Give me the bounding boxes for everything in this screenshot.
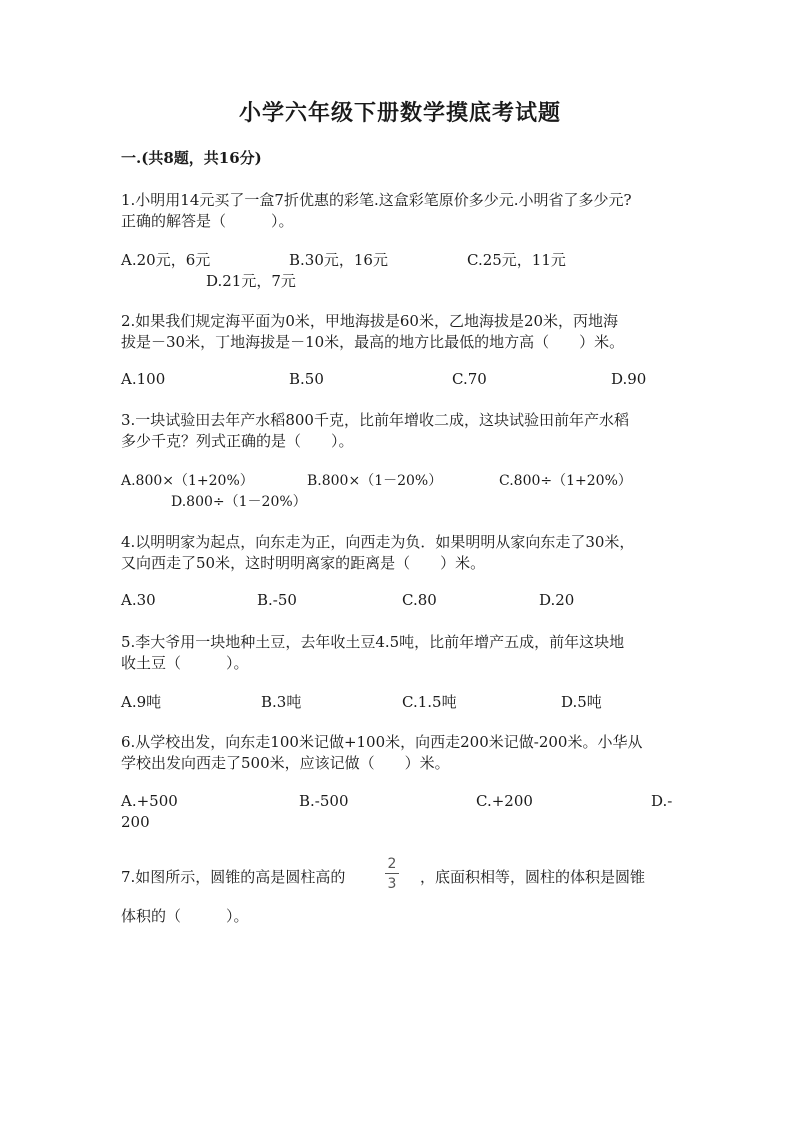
question-7-line-1-continued: ，底面积相等，圆柱的体积是圆锥 <box>420 868 646 886</box>
question-6-option-b[interactable]: B.-500 <box>299 792 349 810</box>
question-4-option-a[interactable]: A.30 <box>121 591 156 609</box>
question-3-option-d[interactable]: D.800÷（1－20%） <box>171 494 307 510</box>
question-2-line-1: 2.如果我们规定海平面为0米，甲地海拔是60米，乙地海拔是20米，丙地海 <box>121 312 619 330</box>
question-1-option-a[interactable]: A.20元，6元 <box>121 251 211 269</box>
question-3-option-b[interactable]: B.800×（1－20%） <box>307 473 443 489</box>
question-6-line-1: 6.从学校出发，向东走100米记做+100米，向西走200米记做-200米。小华从 <box>121 733 643 751</box>
fraction-two-thirds <box>380 856 404 892</box>
question-3-option-c[interactable]: C.800÷（1+20%） <box>499 473 632 489</box>
question-1-line-2: 正确的解答是（ ）。 <box>121 212 294 230</box>
question-3-option-a[interactable]: A.800×（1+20%） <box>121 473 254 489</box>
question-2-option-d[interactable]: D.90 <box>611 370 647 388</box>
question-6-option-d-continued: 200 <box>121 813 150 831</box>
question-1-option-b[interactable]: B.30元，16元 <box>289 251 388 269</box>
question-5-option-a[interactable]: A.9吨 <box>121 693 162 711</box>
question-1-line-1: 1.小明用14元买了一盒7折优惠的彩笔.这盒彩笔原价多少元.小明省了多少元? <box>121 191 632 209</box>
question-2-line-2: 拔是－30米，丁地海拔是－10米，最高的地方比最低的地方高（ ）米。 <box>121 333 625 351</box>
question-3-line-1: 3.一块试验田去年产水稻800千克，比前年增收二成，这块试验田前年产水稻 <box>121 411 629 429</box>
question-4-line-1: 4.以明明家为起点，向东走为正，向西走为负．如果明明从家向东走了30米， <box>121 533 635 551</box>
question-6-option-d[interactable]: D.- <box>651 792 673 810</box>
page-title: 小学六年级下册数学摸底考试题 <box>238 100 561 126</box>
question-6-option-c[interactable]: C.+200 <box>476 792 533 810</box>
question-2-option-a[interactable]: A.100 <box>121 370 166 388</box>
question-5-option-d[interactable]: D.5吨 <box>561 693 602 711</box>
question-2-option-b[interactable]: B.50 <box>289 370 324 388</box>
question-7-line-1: 7.如图所示，圆锥的高是圆柱高的 <box>121 868 346 886</box>
question-7-line-2: 体积的（ ）。 <box>121 907 249 925</box>
question-4-option-d[interactable]: D.20 <box>539 591 575 609</box>
question-3-line-2: 多少千克？列式正确的是（ ）。 <box>121 432 354 450</box>
question-4-option-b[interactable]: B.-50 <box>257 591 297 609</box>
fraction-numerator: 2 <box>387 856 397 872</box>
section-heading: 一.(共8题，共16分) <box>121 149 262 167</box>
question-5-option-c[interactable]: C.1.5吨 <box>402 693 457 711</box>
question-6-option-a[interactable]: A.+500 <box>121 792 178 810</box>
question-2-option-c[interactable]: C.70 <box>452 370 487 388</box>
fraction-denominator: 3 <box>387 876 397 892</box>
question-5-line-1: 5.李大爷用一块地种土豆，去年收土豆4.5吨，比前年增产五成，前年这块地 <box>121 633 625 651</box>
question-5-line-2: 收土豆（ ）。 <box>121 654 249 672</box>
question-6-line-2: 学校出发向西走了500米，应该记做（ ）米。 <box>121 754 450 772</box>
fraction-bar <box>385 873 399 874</box>
question-4-line-2: 又向西走了50米，这时明明离家的距离是（ ）米。 <box>121 554 486 572</box>
question-1-option-c[interactable]: C.25元，11元 <box>467 251 566 269</box>
question-4-option-c[interactable]: C.80 <box>402 591 437 609</box>
question-5-option-b[interactable]: B.3吨 <box>261 693 302 711</box>
question-1-option-d[interactable]: D.21元，7元 <box>206 272 296 290</box>
